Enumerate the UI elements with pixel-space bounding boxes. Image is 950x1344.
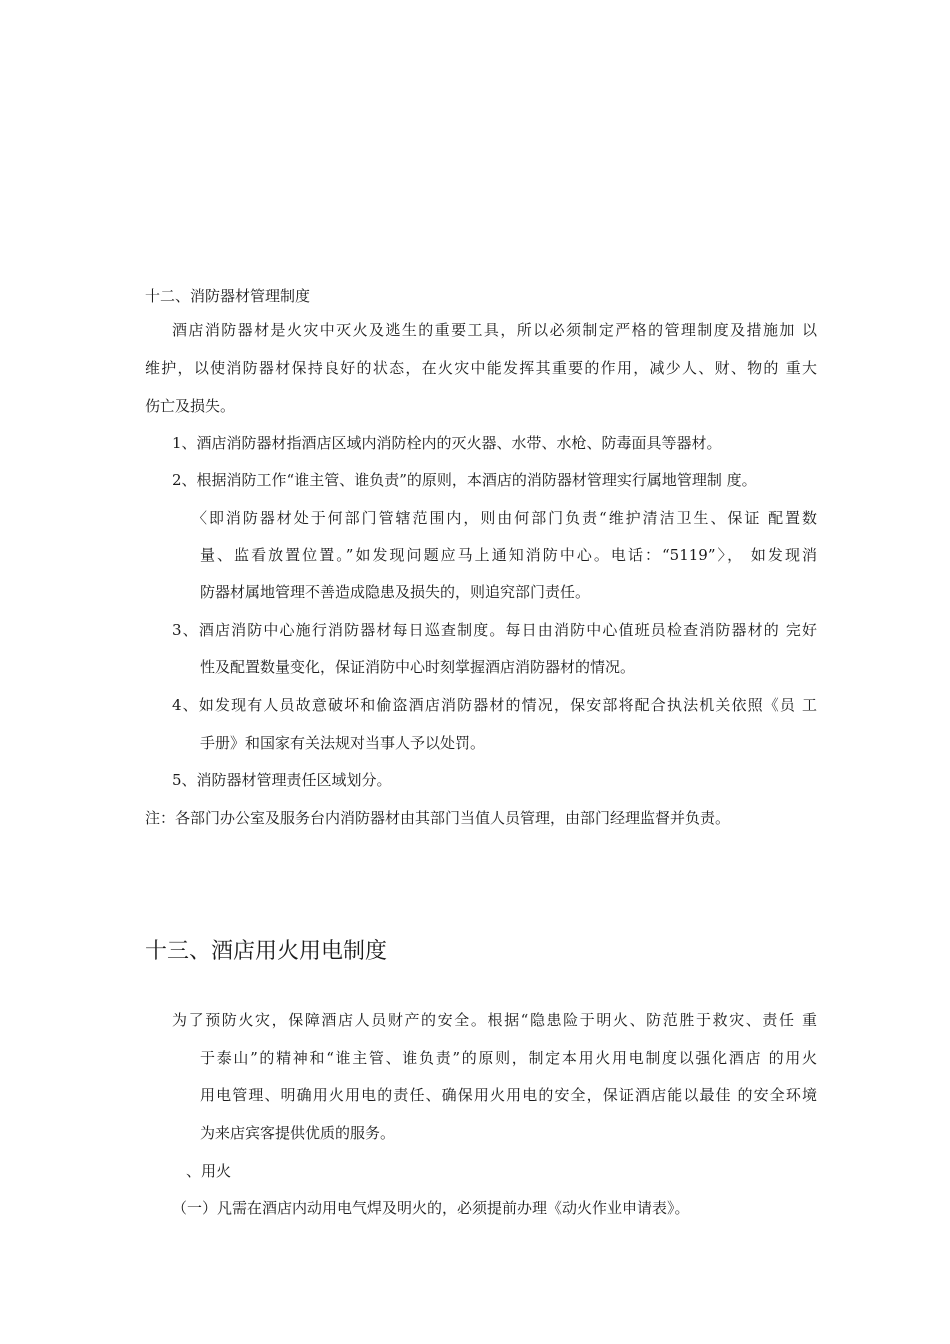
list-item-4: 4、如发现有人员故意破坏和偷盗酒店消防器材的情况，保安部将配合执法机关依照《员 工 — [172, 696, 817, 714]
list-item-1: 1、酒店消防器材指酒店区域内消防栓内的灭火器、水带、水枪、防毒面具等器材。 — [172, 434, 722, 452]
clause-1: （一）凡需在酒店内动用电气焊及明火的，必须提前办理《动火作业申请表》。 — [172, 1199, 690, 1217]
list-item-2: 2、根据消防工作“谁主管、谁负责”的原则，本酒店的消防器材管理实行属地管理制 度。 — [172, 471, 757, 489]
list-item-3: 3、酒店消防中心施行消防器材每日巡查制度。每日由消防中心值班员检查消防器材的 完好 — [172, 621, 817, 639]
section-12-intro-line: 维护，以使消防器材保持良好的状态，在火灾中能发挥其重要的作用，减少人、财、物的 重大 — [145, 359, 817, 377]
section-12-note: 注：各部门办公室及服务台内消防器材由其部门当值人员管理，由部门经理监督并负责。 — [145, 809, 731, 827]
list-item-2-line: 量、监看放置位置。”如发现问题应马上通知消防中心。电话：“5119”〉， 如发现消 — [200, 546, 817, 564]
subheading-fire-use: 、用火 — [186, 1162, 232, 1180]
list-item-2-line: 〈即消防器材处于何部门管辖范围内，则由何部门负责“维护清洁卫生、保证 配置数 — [192, 509, 817, 527]
list-item-2-line: 防器材属地管理不善造成隐患及损失的，则追究部门责任。 — [200, 583, 591, 601]
section-12-intro-line: 伤亡及损失。 — [145, 397, 236, 415]
section-12-intro-line: 酒店消防器材是火灾中灭火及逃生的重要工具，所以必须制定严格的管理制度及措施加 以 — [172, 321, 817, 339]
section-12-title: 十二、消防器材管理制度 — [145, 287, 311, 305]
section-13-intro-line: 为来店宾客提供优质的服务。 — [200, 1124, 396, 1142]
section-13-intro-line: 用电管理、明确用火用电的责任、确保用火用电的安全，保证酒店能以最佳 的安全环境 — [200, 1086, 817, 1104]
section-13-intro-line: 于泰山”的精神和“谁主管、谁负责”的原则，制定本用火用电制度以强化酒店 的用火 — [200, 1049, 817, 1067]
list-item-3-line: 性及配置数量变化，保证消防中心时刻掌握酒店消防器材的情况。 — [200, 658, 636, 676]
section-13-title: 十三、酒店用火用电制度 — [145, 939, 388, 964]
list-item-5: 5、消防器材管理责任区域划分。 — [172, 771, 392, 789]
list-item-4-line: 手册》和国家有关法规对当事人予以处罚。 — [200, 734, 486, 752]
section-13-intro-line: 为了预防火灾，保障酒店人员财产的安全。根据“隐患险于明火、防范胜于救灾、责任 重 — [172, 1011, 817, 1029]
